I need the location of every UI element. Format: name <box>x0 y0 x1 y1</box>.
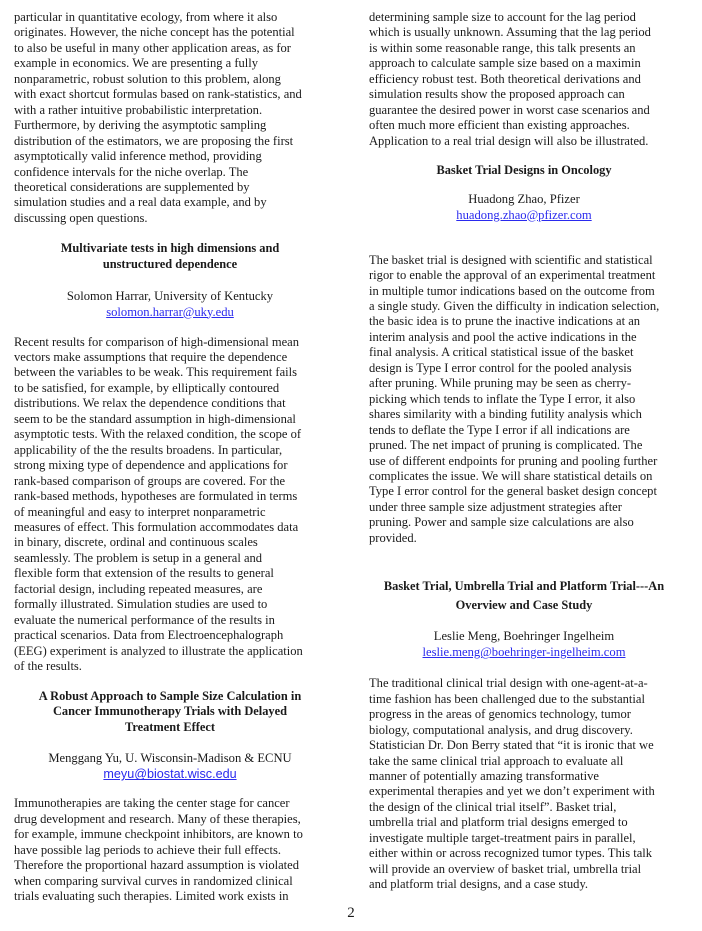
talk-author: Menggang Yu, U. Wisconsin-Madison & ECNU <box>48 751 292 766</box>
left-column <box>14 10 326 904</box>
talk-title: Basket Trial Designs in Oncology <box>436 163 612 178</box>
talk-abstract: The traditional clinical trial design with one-agent-at-a- time fashion has been challenged due to the substantial progress in the areas of genomics technology, tumor biology, computational analysis, and drug discovery. Statistician Dr. Don Berry stated that “it is ironic that we take the same clinical trial approach to evaluate all manner of potentially amazing transformative experimental therapies and yet we don’t experiment with the design of the clinical trial itself”. Basket trial, umbrella trial and platform trial designs emerged to investigate multiple target-treatment pairs in parallel, either within or across recognized tumor types. This talk will provide an overview of basket trial, umbrella trial and platform trial designs, and a case study. <box>369 676 655 892</box>
right-column <box>369 10 679 893</box>
talk-abstract: Immunotherapies are taking the center stage for cancer drug development and research. Many of these therapies, for example, immune checkpoint inhibitors, are known to have possible lag periods to achieve their full effects. Therefore the proportional hazard assumption is violated when comparing survival curves in randomized clinical trials evaluating such therapies. Limited work exists in <box>14 796 303 903</box>
page-number: 2 <box>347 905 355 921</box>
talk-basket-trial-oncology <box>369 163 679 546</box>
author-email-link[interactable]: huadong.zhao@pfizer.com <box>456 207 592 222</box>
talk-author: Solomon Harrar, University of Kentucky <box>66 288 274 303</box>
author-email-link[interactable]: meyu@biostat.wisc.edu <box>103 767 237 782</box>
talk-multivariate-tests <box>14 241 326 674</box>
talk-title: A Robust Approach to Sample Size Calculation in Cancer Immunotherapy Trials with Delayed Treatment Effect <box>38 688 302 734</box>
author-email-link[interactable]: leslie.meng@boehringer-ingelheim.com <box>422 645 626 660</box>
talk-author: Leslie Meng, Boehringer Ingelheim <box>433 629 615 644</box>
abstract-continuation: particular in quantitative ecology, from where it also originates. However, the niche concept has the potential to also be useful in many other application areas, as for example in economics. We are presenting a fully nonparametric, robust solution to this problem, along with exact shortcut formulas based on rank-statistics, and with a rather intuitive probabilistic interpretation. Furthermore, by deriving the asymptotic sampling distribution of the estimators, we are proposing the first asymptotically valid inference method, providing confidence intervals for the niche overlap. The theoretical considerations are supplemented by simulation studies and a real data example, and by discussing open questions. <box>14 10 302 225</box>
talk-author: Huadong Zhao, Pfizer <box>468 191 580 206</box>
abstract-continuation: determining sample size to account for the lag period which is usually unknown. Assuming that the lag period is within some reasonable range, this talk presents an approach to calculate sample size based on a maximin efficiency robust test. Both theoretical derivations and simulation results show the proposed approach can guarantee the desired power in worst case scenarios and often much more efficient than existing approaches. Application to a real trial design will also be illustrated. <box>369 10 651 148</box>
author-email-link[interactable]: solomon.harrar@uky.edu <box>106 304 234 319</box>
talk-title: Basket Trial, Umbrella Trial and Platform Trial---An Overview and Case Study <box>383 579 665 612</box>
talk-abstract: The basket trial is designed with scientific and statistical rigor to enable the approval of an experimental treatment in multiple tumor indications based on the outcome from a single study. Given the difficulty in indication selection, the basic idea is to prune the inactive indications at an interim analysis and pool the active indications in the final analysis. A critical statistical issue of the basket design is Type I error control for the pooled analysis after pruning. While pruning may be seen as cherry- picking which tends to inflate the Type I error, it also shares similarity with a binding futility analysis which tends to deflate the Type I error if all indications are pruned. The net impact of pruning is complicated. The use of different endpoints for pruning and pooling further complicates the issue. We will share statistical details on Type I error control for the general basket design concept under three sample size adjustment strategies after pruning. Power and sample size calculations are also provided. <box>369 252 660 545</box>
talk-abstract: Recent results for comparison of high-dimensional mean vectors make assumptions that require the dependence between the variables to be weak. This requirement fails to be satisfied, for example, by elliptically contoured distributions. We relax the dependence conditions that seem to be the standard assumption in high-dimensional asymptotic tests. With the relaxed condition, the scope of applicability of the the results broadens. In particular, strong mixing type of dependence and applications for rank-based comparison of groups are covered. For the rank-based methods, hypotheses are formulated in terms of meaningful and easy to interpret nonparametric measures of effect. This formulation accommodates data in binary, discrete, ordinal and continuous scales seamlessly. The problem is setup in a general and flexible form that extension of the results to general factorial design, including repeated measures, are formally illustrated. Simulation studies are used to evaluate the numerical performance of the results in practical scenarios. Data from Electroencephalograph (EEG) experiment is analyzed to illustrate the application of the results. <box>14 334 303 674</box>
talk-basket-umbrella-platform <box>369 577 679 892</box>
talk-title: Multivariate tests in high dimensions and unstructured dependence <box>60 241 280 271</box>
talk-robust-sample-size <box>14 689 326 905</box>
